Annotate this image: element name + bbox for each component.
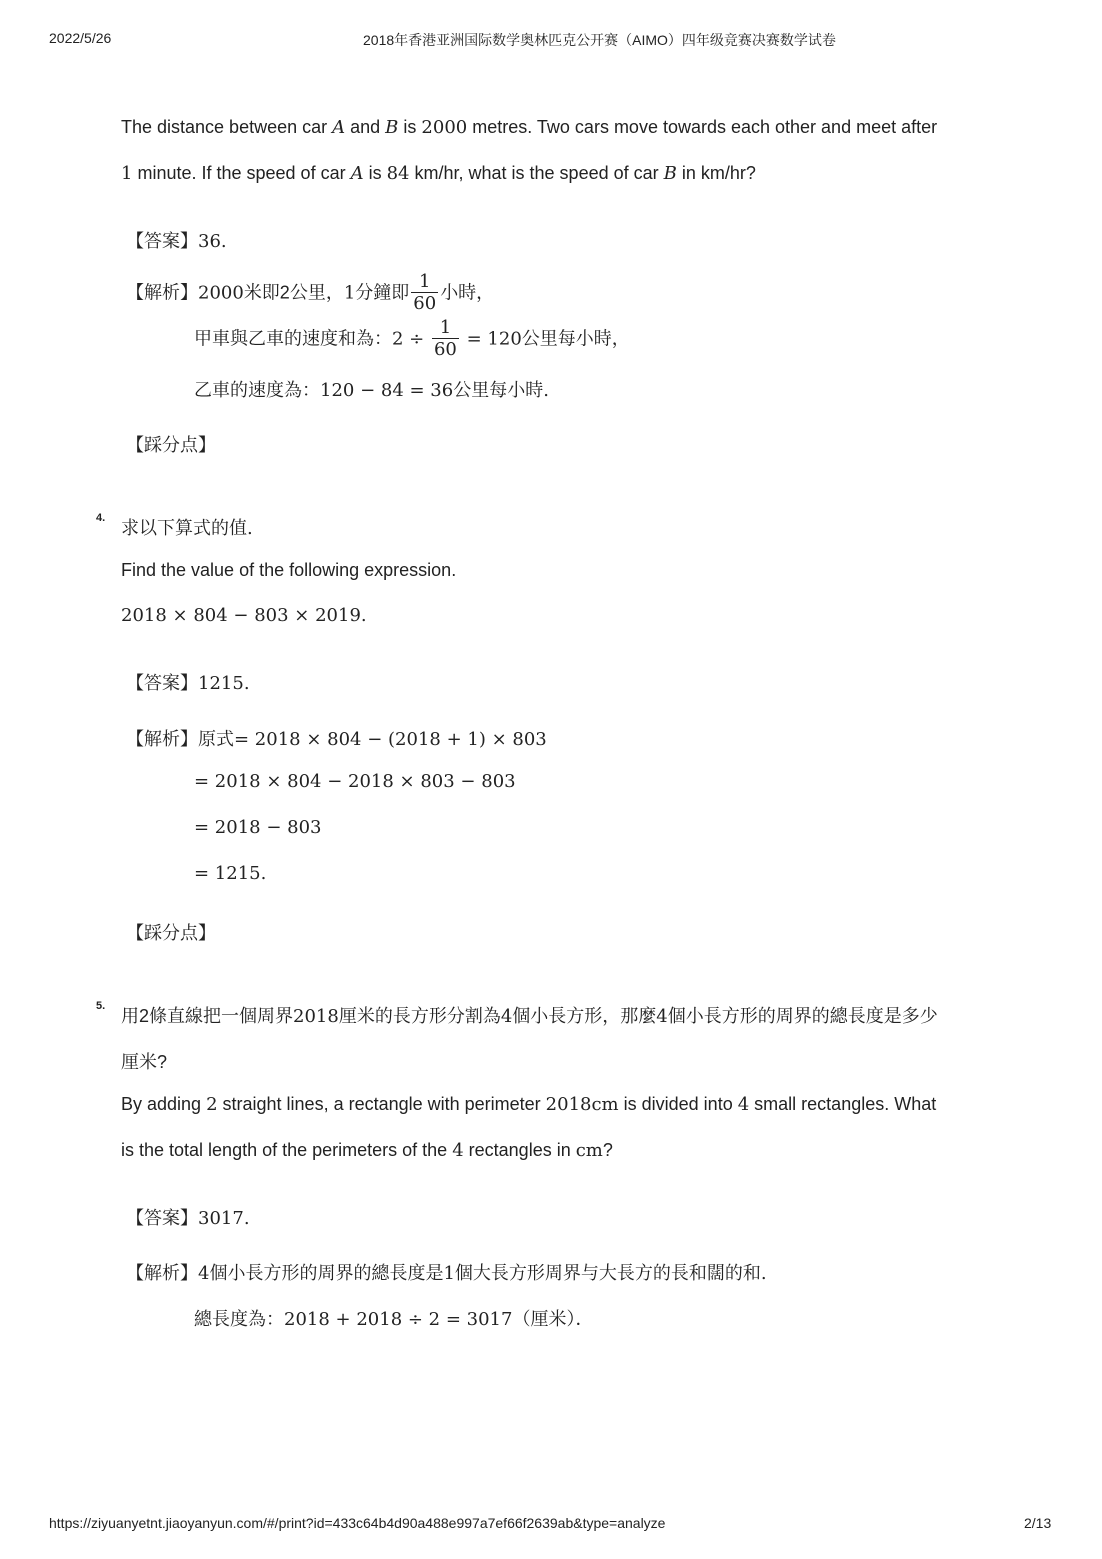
answer-label: 【答案】 [126,673,198,693]
q5-number-value: 4 [737,1094,750,1115]
q3-english-line-2 [121,163,756,184]
q3-fraction [432,318,459,361]
q5-number-value: 2018 [293,1006,339,1027]
q4-scoring-points: 【踩分点】 [126,923,216,943]
q5-english-line-2 [121,1140,613,1161]
q5-analysis-line-2 [194,1305,593,1331]
q5-analysis-text: 總長度為： [194,1309,284,1329]
fraction-denominator: 60 [413,293,437,314]
q5-text: is divided into [618,1094,738,1114]
q3-analysis-text: 乙車的速度為： [194,380,320,400]
q4-analysis-line-3: = 2018 − 803 [194,817,322,838]
q5-text: straight lines, a rectangle with perimeter [217,1094,546,1114]
q5-number-value: 4 [656,1006,668,1027]
q3-speed-a: 84 [386,163,410,184]
q3-analysis-number: 2000 [198,282,244,304]
analysis-label: 【解析】 [126,1263,198,1283]
q3-text: and [345,117,386,137]
q5-text: 個小長方形，那麼 [512,1006,657,1026]
q3-analysis-text: 分鐘即 [355,282,410,303]
q3-analysis-line-2 [194,318,630,361]
q3-analysis-text: 甲車與乙車的速度和為： [194,328,392,349]
q4-analysis-text: 原式 [198,729,234,749]
q4-analysis-math: = 2018 × 804 − (2018 + 1) × 803 [234,729,547,750]
period: . [247,518,253,539]
analysis-label: 【解析】 [126,282,198,303]
q3-text: metres. Two cars move towards each other and meet after [467,117,938,137]
q3-var-b: B [385,117,399,138]
q4-expression [121,605,367,626]
q3-analysis-math: 120 − 84 = 36 [320,380,454,401]
q5-analysis-text: 個小長方形的周界的總長度是 [209,1263,444,1283]
q3-text: is [398,117,422,137]
q5-number-value: 4 [500,1006,513,1027]
q5-chinese-line-2: 厘米? [121,1052,168,1072]
q3-analysis-number: 1 [343,282,356,304]
page-url: https://ziyuanyetnt.jiaoyanyun.com/#/print?id=433c64b4d90a488e997a7ef66f2639ab&type=analyze [49,1515,666,1531]
analysis-label: 【解析】 [126,729,198,749]
q5-analysis-line-1 [126,1259,767,1285]
q5-text: small rectangles. What [749,1094,937,1114]
q4-analysis-line-4: = 1215. [194,863,267,884]
period: . [243,1208,250,1229]
q5-number-value: 4 [452,1140,464,1161]
fraction-denominator: 60 [433,339,457,360]
q5-chinese-line-1 [121,1002,938,1028]
q3-analysis-text: 公里每小時 [453,380,544,400]
q5-text: 厘米的長方形分割為 [338,1006,501,1026]
q3-english-line-1 [121,117,937,138]
page-number: 2/13 [1024,1515,1052,1531]
q3-text: in km/hr? [676,163,756,183]
q3-analysis-line-3 [194,376,549,402]
q4-english-prompt: Find the value of the following expression. [121,560,457,580]
q4-analysis-line-2: = 2018 × 804 − 2018 × 803 − 803 [194,771,516,792]
answer-label: 【答案】 [126,1208,198,1228]
q4-number: 4. [96,512,106,524]
q5-analysis-number: 4 [198,1263,210,1284]
q5-text: ? [602,1140,613,1160]
q5-answer-value: 3017 [198,1208,244,1229]
q5-number-value: 2 [206,1094,218,1115]
q3-text: km/hr, what is the speed of car [409,163,664,183]
period: . [543,380,549,401]
q3-fraction [411,272,438,315]
q3-distance: 2000 [421,117,468,138]
q4-answer [126,669,250,695]
fraction-numerator: 1 [411,272,438,293]
q5-number: 5. [96,1000,106,1012]
q5-analysis-text: （厘米）． [512,1309,594,1329]
q5-text: 個小長方形的周界的總長度是多少 [667,1006,938,1026]
q3-minute-count: 1 [121,163,133,184]
q4-expression-math: 2018 × 804 − 803 × 2019 [121,605,361,626]
q4-text: 求以下算式的值 [121,518,247,538]
q3-analysis-line-1 [126,272,494,315]
q5-analysis-math: 2018 + 2018 ÷ 2 = 3017 [284,1309,513,1330]
q4-analysis-line-1 [126,725,547,751]
q3-analysis-math: = 120 [460,328,522,350]
q3-scoring-points: 【踩分点】 [126,435,216,455]
q5-text: By adding [121,1094,207,1114]
fraction-numerator: 1 [432,318,459,339]
q3-analysis-text: 公里每小時， [521,328,630,349]
q5-answer [126,1204,250,1230]
q3-var-a: A [350,163,364,184]
q5-text: is the total length of the perimeters of the [121,1140,453,1160]
q5-english-line-1 [121,1094,936,1115]
q4-chinese-prompt [121,514,253,540]
q5-number-value: 2018cm [545,1094,619,1115]
q5-analysis-text: 個大長方形周界与大長方的長和闊的和 [454,1263,761,1283]
period: . [243,673,250,694]
document-title: 2018年香港亚洲国际数学奥林匹克公开赛（AIMO）四年级竞赛决赛数学试卷 [363,32,836,48]
period: . [760,1263,767,1284]
print-date: 2022/5/26 [49,30,112,46]
q5-analysis-number: 1 [443,1263,455,1284]
q3-analysis-math: 2 ÷ [392,328,430,350]
period: . [360,605,367,626]
q3-var-a: A [332,117,346,138]
q3-answer-value: 36 [198,231,221,252]
q5-unit: cm [575,1140,603,1161]
period: . [220,231,227,252]
q5-text: 用2條直線把一個周界 [121,1006,294,1026]
q4-answer-value: 1215 [198,673,244,694]
q3-var-b: B [663,163,677,184]
q3-text: The distance between car [121,117,333,137]
q3-analysis-text: 米即2公里， [243,282,344,303]
q5-text: rectangles in [463,1140,576,1160]
q3-analysis-text: 小時， [440,282,495,303]
q3-text: minute. If the speed of car [132,163,351,183]
q3-text: is [363,163,387,183]
q3-answer [126,227,227,253]
answer-label: 【答案】 [126,231,198,251]
